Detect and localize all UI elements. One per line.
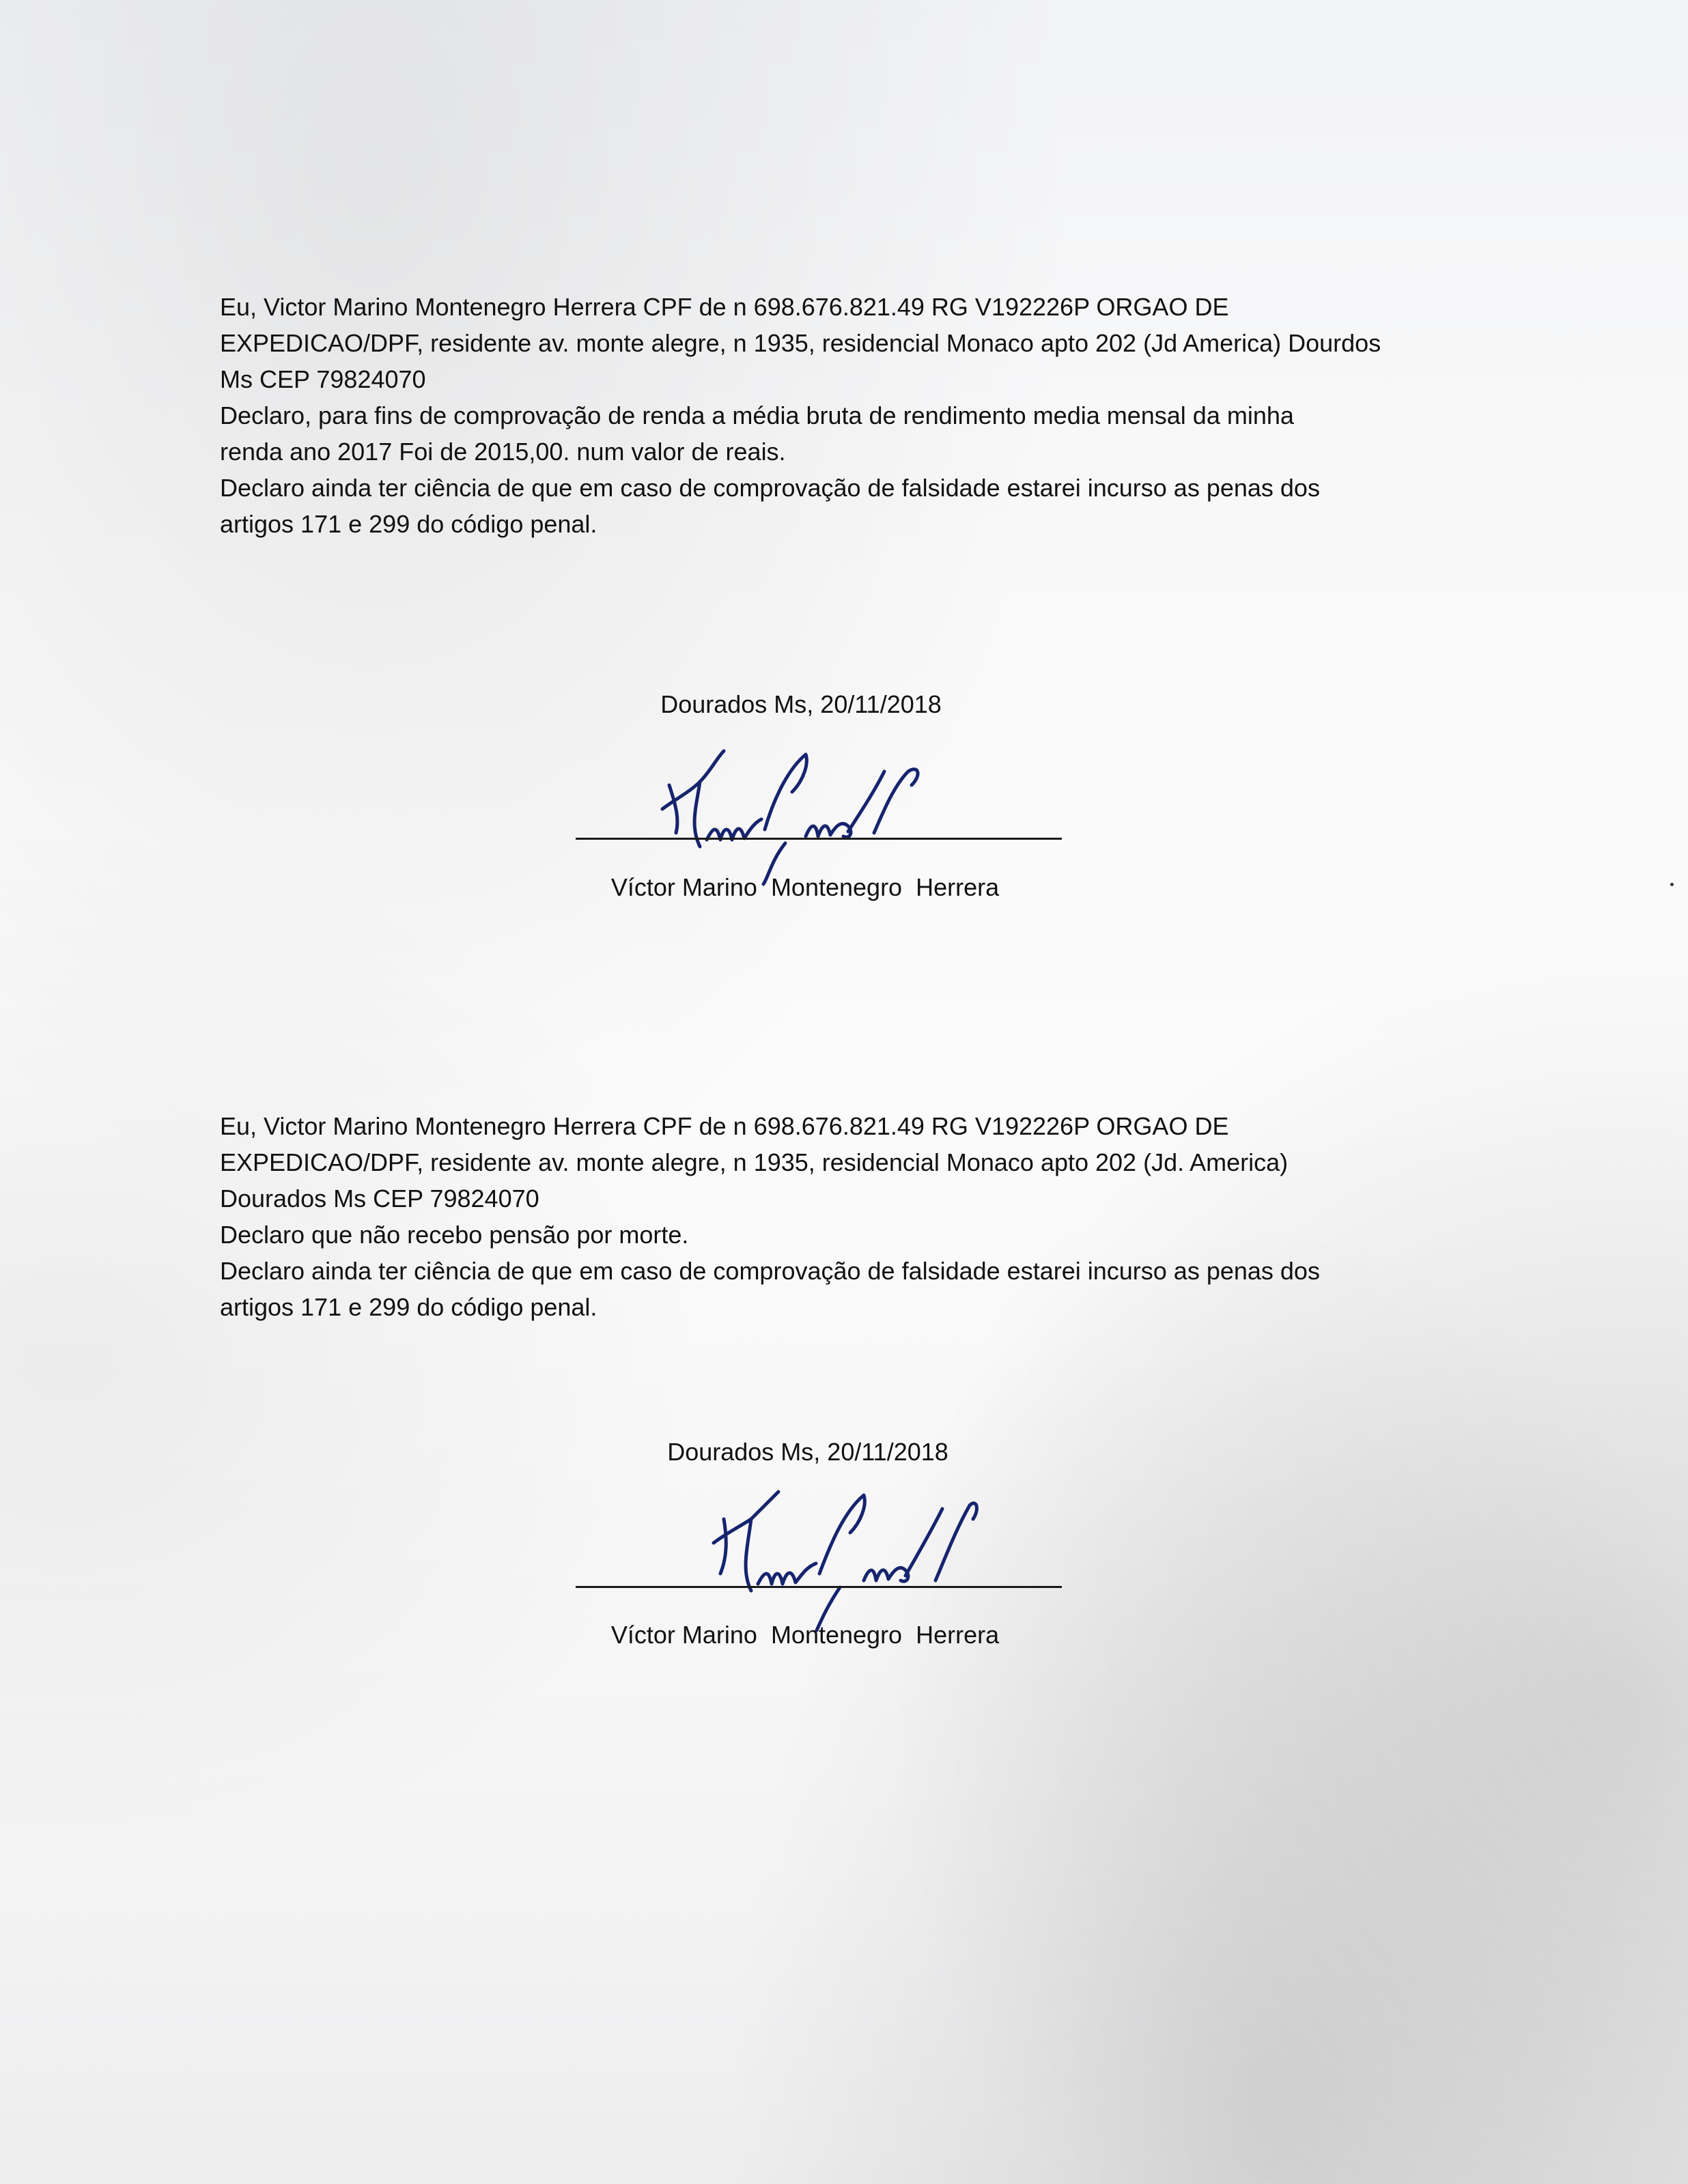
declaration-line: Ms CEP 79824070	[220, 365, 426, 393]
declaration-line: Declaro ainda ter ciência de que em caso de comprovação de falsidade estarei incurso as penas dos	[220, 474, 1320, 502]
place-date: Dourados Ms, 20/11/2018	[667, 1438, 948, 1466]
place-date: Dourados Ms, 20/11/2018	[660, 690, 942, 718]
declaration-line: Dourados Ms CEP 79824070	[220, 1185, 539, 1212]
declaration-line: EXPEDICAO/DPF, residente av. monte alegre, n 1935, residencial Monaco apto 202 (Jd. America)	[220, 1148, 1289, 1176]
declaration-line: artigos 171 e 299 do código penal.	[220, 510, 597, 538]
declaration-line: Eu, Victor Marino Montenegro Herrera CPF de n 698.676.821.49 RG V192226P ORGAO DE	[220, 293, 1229, 321]
declaration-line: artigos 171 e 299 do código penal.	[220, 1293, 597, 1321]
handwritten-signature	[649, 744, 976, 888]
declaration-no-pension	[220, 1108, 1504, 1325]
declaration-line: Eu, Victor Marino Montenegro Herrera CPF de n 698.676.821.49 RG V192226P ORGAO DE	[220, 1112, 1229, 1140]
signer-name: Víctor Marino Montenegro Herrera	[610, 1621, 1000, 1649]
signer-name: Víctor Marino Montenegro Herrera	[610, 873, 1000, 901]
signature-line	[576, 838, 1062, 840]
declaration-line: Declaro, para fins de comprovação de renda a média bruta de rendimento media mensal da minha	[220, 401, 1294, 429]
declaration-line: Declaro ainda ter ciência de que em caso de comprovação de falsidade estarei incurso as penas dos	[220, 1257, 1320, 1285]
signature-line	[576, 1586, 1062, 1588]
declaration-line: Declaro que não recebo pensão por morte.	[220, 1221, 689, 1249]
handwritten-signature	[697, 1488, 1052, 1632]
declaration-line: renda ano 2017 Foi de 2015,00. num valor de reais.	[220, 438, 786, 466]
paper-speck	[1670, 883, 1674, 886]
declaration-line: EXPEDICAO/DPF, residente av. monte alegre, n 1935, residencial Monaco apto 202 (Jd America) Dourdos	[220, 329, 1381, 357]
declaration-income	[220, 289, 1504, 542]
